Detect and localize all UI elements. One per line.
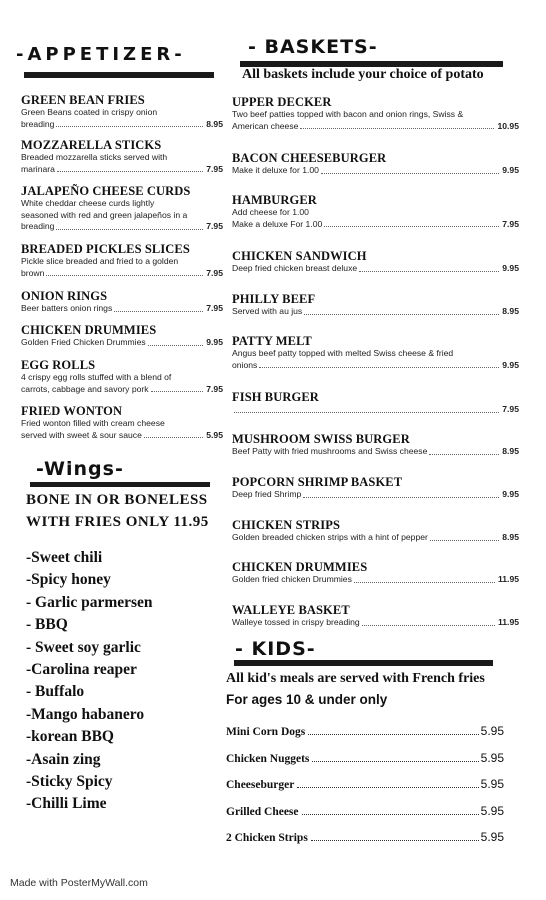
kids-item-name: 2 Chicken Strips	[226, 832, 308, 844]
wing-flavor: - Buffalo	[26, 683, 85, 701]
basket-item-name: POPCORN SHRIMP BASKET	[232, 475, 403, 489]
kids-note: All kid's meals are served with French fries	[226, 671, 485, 686]
kids-item-price: 5.95	[480, 777, 504, 791]
basket-item-description: Beef Patty with fried mushrooms and Swiss cheese	[232, 446, 428, 456]
leader-dots	[57, 171, 203, 172]
appetizer-item-price-line	[21, 164, 223, 176]
appetizer-item-description: seasoned with red and green jalapeños in a	[21, 209, 188, 220]
basket-item-description: American cheese	[232, 120, 299, 131]
wing-flavor: -Carolina reaper	[26, 661, 137, 679]
wing-flavor: -Spicy honey	[26, 571, 111, 589]
appetizer-item-description: breading	[21, 221, 55, 231]
leader-dots	[321, 173, 499, 174]
footer-credit: Made with PosterMyWall.com	[10, 877, 148, 889]
kids-item	[226, 804, 504, 818]
basket-item-name: BACON CHEESEBURGER	[232, 151, 387, 165]
basket-item-name: UPPER DECKER	[232, 95, 332, 109]
kids-title: - KIDS-	[235, 638, 316, 660]
kids-item-price: 5.95	[480, 830, 504, 844]
basket-item-price: 10.95	[497, 120, 519, 131]
kids-item-price: 5.95	[480, 751, 504, 765]
appetizer-item	[21, 138, 223, 175]
wing-flavor: -Sticky Spicy	[26, 773, 113, 791]
basket-item-price-line	[232, 404, 519, 416]
kids-subnote: For ages 10 & under only	[226, 692, 388, 707]
wings-divider	[30, 482, 210, 487]
appetizer-item	[21, 242, 223, 279]
leader-dots	[56, 229, 203, 230]
basket-item-name: CHICKEN STRIPS	[232, 518, 341, 532]
wing-flavor: -korean BBQ	[26, 728, 114, 746]
basket-item-name: MUSHROOM SWISS BURGER	[232, 432, 410, 446]
appetizer-item-description: Beer batters onion rings	[21, 303, 113, 313]
appetizer-title: -APPETIZER-	[16, 44, 186, 65]
appetizer-item-price: 7.95	[206, 163, 223, 174]
appetizer-item-description: carrots, cabbage and savory pork	[21, 383, 149, 394]
basket-item-description: onions	[232, 359, 258, 370]
appetizer-item	[21, 404, 223, 441]
wing-flavor: -Asain zing	[26, 750, 101, 768]
basket-item-description: Make a deluxe For 1.00	[232, 218, 323, 229]
kids-divider	[234, 660, 493, 666]
basket-item-price-line	[232, 617, 519, 629]
basket-item	[232, 292, 519, 318]
baskets-title: - BASKETS-	[248, 36, 378, 58]
basket-item-description: Golden fried chicken Drummies	[232, 574, 352, 584]
appetizer-item-price-line	[21, 430, 223, 442]
basket-item-name: PATTY MELT	[232, 334, 312, 348]
leader-dots	[324, 226, 499, 227]
appetizer-item-name: ONION RINGS	[21, 289, 108, 303]
appetizer-item-price: 7.95	[206, 303, 223, 313]
leader-dots	[114, 311, 203, 312]
leader-dots	[56, 126, 203, 127]
appetizer-item-description: Pickle slice breaded and fried to a golden	[21, 256, 179, 266]
basket-item-price: 9.95	[502, 489, 519, 499]
appetizer-item-description: marinara	[21, 163, 55, 174]
basket-item	[232, 390, 519, 416]
basket-item-description: Add cheese for 1.00	[232, 207, 309, 217]
basket-item-price: 11.95	[497, 574, 519, 584]
leader-dots	[308, 734, 478, 735]
basket-item-price: 9.95	[502, 165, 519, 175]
basket-item-description: Two beef patties topped with bacon and onion rings, Swiss &	[232, 109, 464, 119]
appetizer-item-name: FRIED WONTON	[21, 404, 123, 418]
basket-item-description: Deep fried Shrimp	[232, 489, 302, 499]
wing-flavor: - BBQ	[26, 616, 68, 634]
leader-dots	[359, 271, 499, 272]
appetizer-item-price: 7.95	[206, 267, 223, 278]
leader-dots	[148, 345, 204, 346]
kids-item-price: 5.95	[480, 724, 504, 738]
appetizer-item-description: served with sweet & sour sauce	[21, 429, 142, 440]
basket-item	[232, 432, 519, 458]
appetizer-item-price: 5.95	[206, 429, 223, 440]
appetizer-item-price: 7.95	[206, 221, 223, 231]
kids-item-name: Mini Corn Dogs	[226, 726, 306, 738]
leader-dots	[302, 814, 479, 815]
wing-flavor: -Sweet chili	[26, 549, 103, 566]
basket-item-price-line	[232, 306, 519, 318]
appetizer-item-description: breading	[21, 118, 55, 129]
basket-item-description: Make it deluxe for 1.00	[232, 165, 319, 175]
basket-item	[232, 151, 519, 177]
basket-item	[232, 95, 519, 132]
appetizer-item-price: 7.95	[206, 383, 223, 394]
kids-item-name: Cheeseburger	[226, 779, 295, 791]
basket-item-description: Golden breaded chicken strips with a hint of pepper	[232, 532, 428, 542]
appetizer-item-description: brown	[21, 267, 45, 278]
appetizer-item-price-line	[21, 303, 223, 315]
appetizer-item	[21, 289, 223, 315]
kids-item	[226, 830, 504, 844]
basket-item-price-line	[232, 489, 519, 501]
appetizer-item-name: EGG ROLLS	[21, 358, 96, 372]
leader-dots	[303, 497, 499, 498]
basket-item	[232, 560, 519, 586]
basket-item-price: 9.95	[502, 263, 519, 273]
basket-item-price: 11.95	[497, 617, 519, 627]
leader-dots	[151, 391, 204, 392]
appetizer-item-description: Green Beans coated in crispy onion	[21, 107, 158, 117]
appetizer-item	[21, 93, 223, 130]
basket-item-description: Deep fried chicken breast deluxe	[232, 263, 358, 273]
wings-title: -Wings-	[36, 458, 124, 480]
leader-dots	[144, 437, 203, 438]
basket-item-price-line	[232, 446, 519, 458]
appetizer-item-price: 8.95	[206, 118, 223, 129]
basket-item-name: CHICKEN SANDWICH	[232, 249, 367, 263]
basket-item	[232, 249, 519, 275]
appetizer-item-price-line	[21, 221, 223, 233]
leader-dots	[234, 412, 499, 413]
appetizer-item	[21, 323, 223, 349]
basket-item-name: CHICKEN DRUMMIES	[232, 560, 368, 574]
kids-item-price: 5.95	[480, 804, 504, 818]
basket-item-name: FISH BURGER	[232, 390, 319, 404]
appetizer-item	[21, 184, 223, 233]
basket-item-description: Angus beef patty topped with melted Swiss cheese & fried	[232, 348, 454, 358]
leader-dots	[354, 582, 495, 583]
leader-dots	[429, 454, 499, 455]
kids-item-name: Chicken Nuggets	[226, 753, 310, 765]
appetizer-item-name: MOZZARELLA STICKS	[21, 138, 162, 152]
appetizer-item-name: JALAPEÑO CHEESE CURDS	[21, 184, 191, 198]
appetizer-item-price: 9.95	[206, 337, 223, 347]
leader-dots	[297, 787, 478, 788]
wing-flavor: - Garlic parmersen	[26, 593, 153, 611]
appetizer-divider	[24, 72, 214, 78]
appetizer-item-price-line	[21, 384, 223, 396]
basket-item-price-line	[232, 532, 519, 544]
basket-item-name: HAMBURGER	[232, 193, 317, 207]
kids-item	[226, 751, 504, 765]
wing-flavor: - Sweet soy garlic	[26, 638, 141, 656]
leader-dots	[300, 128, 494, 129]
leader-dots	[304, 314, 499, 315]
basket-item	[232, 334, 519, 371]
kids-item-name: Grilled Cheese	[226, 806, 299, 818]
leader-dots	[312, 761, 478, 762]
appetizer-item-name: CHICKEN DRUMMIES	[21, 323, 157, 337]
basket-item-price: 9.95	[502, 359, 519, 370]
appetizer-item-name: BREADED PICKLES SLICES	[21, 242, 190, 256]
leader-dots	[430, 540, 499, 541]
leader-dots	[311, 840, 479, 841]
basket-item	[232, 603, 519, 629]
basket-item-description: Walleye tossed in crispy breading	[232, 617, 360, 627]
basket-item-price-line	[232, 219, 519, 231]
basket-item	[232, 475, 519, 501]
basket-item-description: Served with au jus	[232, 306, 303, 316]
appetizer-item-description: 4 crispy egg rolls stuffed with a blend of	[21, 372, 172, 382]
kids-item	[226, 777, 504, 791]
basket-item-name: WALLEYE BASKET	[232, 603, 350, 617]
basket-item-price-line	[232, 360, 519, 372]
basket-item-price: 8.95	[502, 306, 519, 316]
kids-item	[226, 724, 504, 738]
basket-item-price: 8.95	[502, 532, 519, 542]
basket-item-price: 7.95	[502, 218, 519, 229]
basket-item-price-line	[232, 165, 519, 177]
basket-item-price-line	[232, 121, 519, 133]
leader-dots	[46, 275, 203, 276]
baskets-note: All baskets include your choice of potato	[242, 67, 484, 82]
leader-dots	[362, 625, 495, 626]
appetizer-item-description: Golden Fried Chicken Drummies	[21, 337, 146, 347]
wings-note-line-2: WITH FRIES ONLY 11.95	[26, 514, 209, 530]
basket-item-price-line	[232, 263, 519, 275]
basket-item-price-line	[232, 574, 519, 586]
wings-flavor-list	[26, 547, 153, 816]
wing-flavor: -Mango habanero	[26, 705, 145, 723]
leader-dots	[259, 367, 499, 368]
appetizer-item-description: White cheddar cheese curds lightly	[21, 198, 155, 208]
appetizer-item-price-line	[21, 337, 223, 349]
basket-item-name: PHILLY BEEF	[232, 292, 316, 306]
appetizer-item-description: Breaded mozzarella sticks served with	[21, 152, 168, 162]
basket-item	[232, 193, 519, 230]
wings-note-line-1: BONE IN OR BONELESS	[26, 492, 208, 508]
basket-item-price: 8.95	[502, 446, 519, 456]
basket-item	[232, 518, 519, 544]
appetizer-item	[21, 358, 223, 395]
appetizer-item-price-line	[21, 119, 223, 131]
appetizer-item-price-line	[21, 268, 223, 280]
wing-flavor: -Chilli Lime	[26, 795, 107, 813]
appetizer-item-description: Fried wonton filled with cream cheese	[21, 418, 165, 428]
basket-item-price: 7.95	[502, 404, 519, 414]
appetizer-item-name: GREEN BEAN FRIES	[21, 93, 145, 107]
